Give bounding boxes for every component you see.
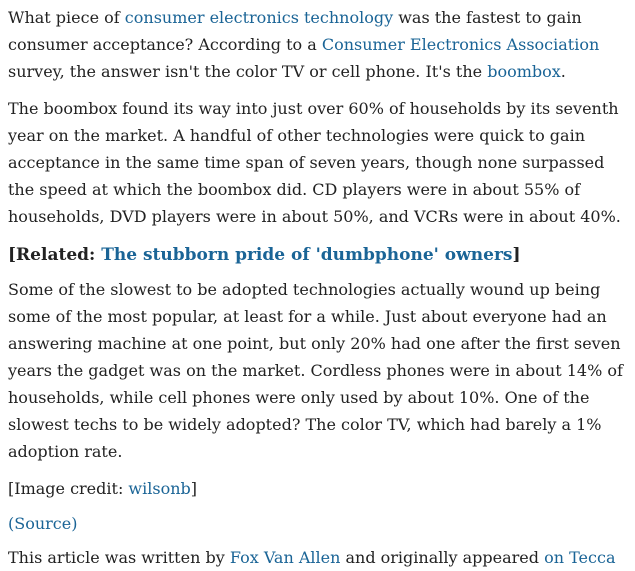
boombox-link[interactable]: boombox xyxy=(487,62,561,81)
intro-text-1: What piece of xyxy=(8,8,125,27)
byline-text-2: and originally appeared xyxy=(340,548,545,567)
image-credit xyxy=(8,475,627,502)
cea-link[interactable]: Consumer Electronics Association xyxy=(321,35,600,54)
intro-paragraph xyxy=(8,4,627,85)
slow-adoption-paragraph: Some of the slowest to be adopted technologies actually wound up being some of the most popular, at least for a while. Just about everyone had an answering machine at one point, but only 20% had one after the first seven years the gadget was on the market. Cordless phones were in about 14% of households, while cell phones were only used by about 10%. One of the slowest techs to be widely adopted? The color TV, which had barely a 1% adoption rate. xyxy=(8,280,623,461)
related-article-link[interactable]: The stubborn pride of 'dumbphone' owners xyxy=(101,245,513,265)
related-close: ] xyxy=(512,245,521,265)
boombox-paragraph: The boombox found its way into just over 60% of households by its seventh year on the market. A handful of other technologies were quick to gain acceptance in the same time span of seven years, though none surpassed the speed at which the boombox did. CD players were in about 55% of households, DVD players were in about 50%, and VCRs were in about 40%. xyxy=(8,99,621,226)
byline-text-1: This article was written by xyxy=(8,548,230,567)
wilsonb-link[interactable]: wilsonb xyxy=(128,479,191,498)
related-open: [Related: xyxy=(8,245,102,265)
author-link[interactable]: Fox Van Allen xyxy=(229,548,341,567)
credit-open: [Image credit: xyxy=(8,479,129,498)
related-article xyxy=(8,240,627,270)
intro-text-4: . xyxy=(560,62,566,81)
source-link[interactable]: (Source) xyxy=(8,514,78,533)
consumer-electronics-link[interactable]: consumer electronics technology xyxy=(124,8,394,27)
source-line xyxy=(8,510,627,537)
credit-close: ] xyxy=(190,479,197,498)
tecca-link[interactable]: on Tecca xyxy=(544,548,616,567)
intro-text-2: was the fastest to gain consumer acceptance? According to a xyxy=(8,8,582,54)
intro-text-3: survey, the answer isn't the color TV or cell phone. It's the xyxy=(8,62,488,81)
